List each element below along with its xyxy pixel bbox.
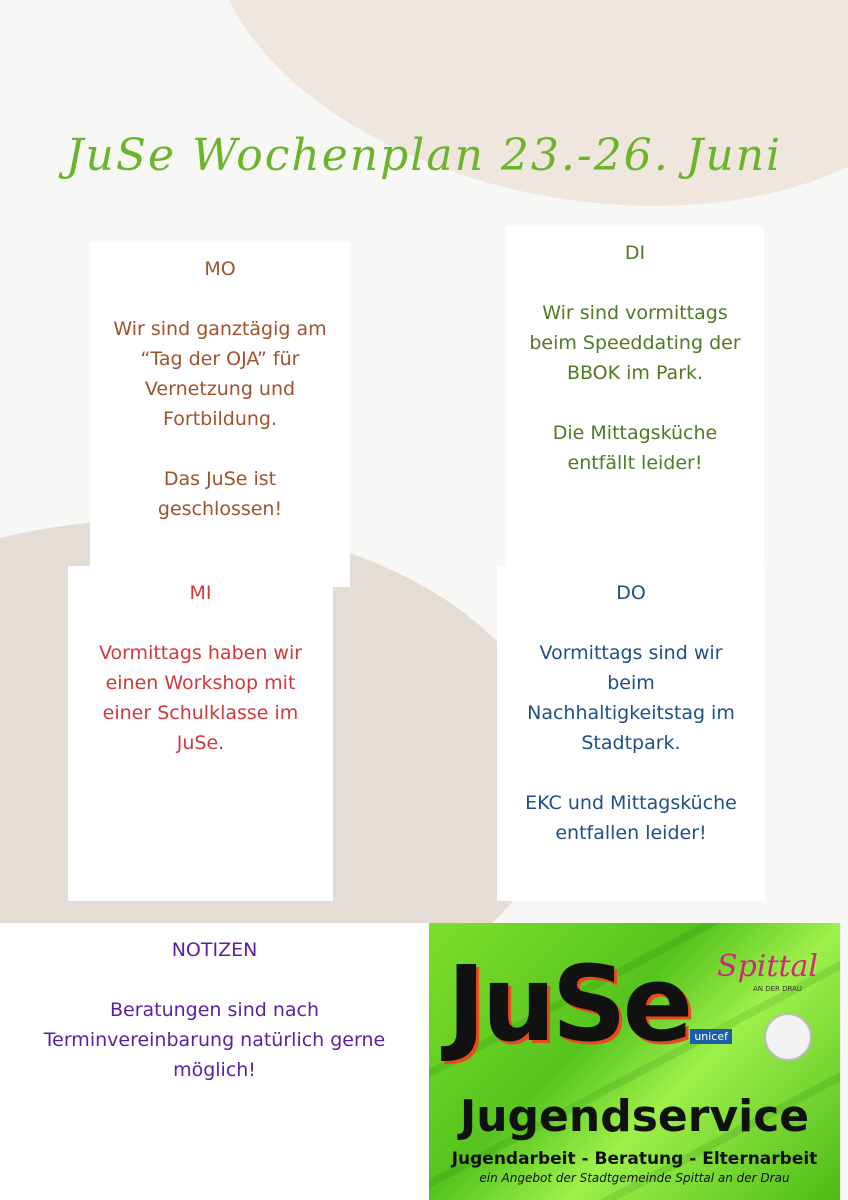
unicef-logo: unicef — [690, 1029, 732, 1044]
notes-heading: NOTIZEN — [171, 939, 258, 961]
day-text-thursday: Vormittags sind wir beim Nachhaltigkeitstag im Stadtpark. EKC und Mittagsküche entfallen leider! — [525, 642, 737, 844]
spittal-logo-subtitle: AN DER DRAU — [752, 985, 802, 993]
day-text-wednesday: Vormittags haben wir einen Workshop mit einer Schulklasse im JuSe. — [98, 642, 303, 754]
logo-tagline: Jugendarbeit - Beratung - Elternarbeit — [451, 1149, 818, 1169]
logo-wordmark: JuSe — [447, 943, 690, 1065]
spittal-logo: Spittal — [717, 949, 818, 984]
notes-text: Beratungen sind nach Terminvereinbarung natürlich gerne möglich! — [43, 999, 386, 1081]
day-heading-tuesday: DI — [624, 242, 646, 264]
page-title: JuSe Wochenplan 23.-26. Juni — [65, 130, 783, 181]
card-wednesday — [68, 566, 333, 901]
day-text-monday: Wir sind ganztägig am “Tag der OJA” für Vernetzung und Fortbildung. Das JuSe ist geschlossen! — [113, 318, 327, 520]
day-heading-wednesday: MI — [189, 582, 212, 604]
notes-box — [0, 923, 429, 1200]
card-monday — [90, 242, 350, 587]
day-text-tuesday: Wir sind vormittags beim Speeddating der BBOK im Park. Die Mittagsküche entfällt leider! — [529, 302, 741, 474]
logo-provider-line: ein Angebot der Stadtgemeinde Spittal an der Drau — [479, 1171, 790, 1185]
day-heading-monday: MO — [204, 258, 236, 280]
card-thursday — [497, 566, 765, 901]
certificate-seal-icon — [764, 1013, 812, 1061]
card-tuesday — [506, 226, 764, 571]
juse-logo — [429, 923, 840, 1200]
logo-main-text: Jugendservice — [459, 1091, 810, 1142]
day-heading-thursday: DO — [616, 582, 646, 604]
